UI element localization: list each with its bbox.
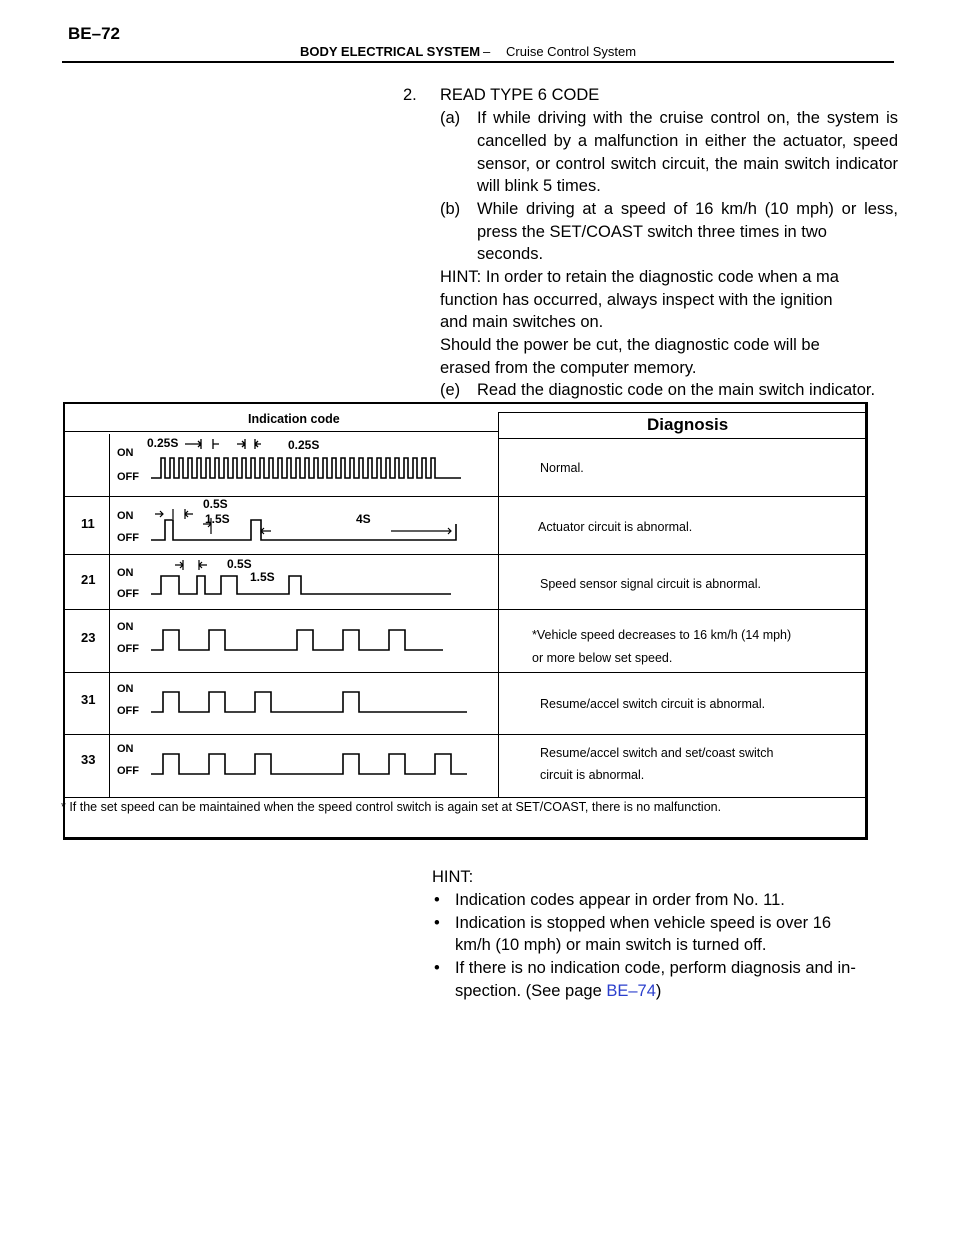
timing-annotation: 0.25S xyxy=(288,438,320,452)
item-e-label: (e) xyxy=(440,381,461,399)
header-rule-left xyxy=(65,431,498,432)
signal-waveform-33 xyxy=(151,740,471,784)
signal-waveform-23 xyxy=(151,616,471,660)
diagnosis-text: Actuator circuit is abnormal. xyxy=(538,520,693,534)
on-label: ON xyxy=(117,447,134,459)
hint-line: and main switches on. xyxy=(440,313,604,331)
signal-waveform-11 xyxy=(151,500,471,544)
timing-annotation: 1.5S xyxy=(250,570,275,584)
item-b-line: press the SET/COAST switch three times in two xyxy=(477,223,827,241)
off-label: OFF xyxy=(117,705,139,717)
timing-annotation: 4S xyxy=(356,512,371,526)
header-topic: Cruise Control System xyxy=(506,44,637,59)
diagnosis-text: or more below set speed. xyxy=(532,651,673,665)
bullet-glyph: • xyxy=(434,914,440,932)
item-a-line: If while driving with the cruise control on, the system is xyxy=(477,109,898,127)
hint-bullet-1: Indication codes appear in order from No. 11. xyxy=(455,891,785,909)
item-b-line: seconds. xyxy=(477,245,544,263)
timing-annotation: 0.5S xyxy=(203,497,228,511)
signal-waveform-31 xyxy=(151,678,471,722)
off-label: OFF xyxy=(117,643,139,655)
diagnosis-text: circuit is abnormal. xyxy=(540,768,645,782)
item-b-label: (b) xyxy=(440,200,461,218)
hint-bullet-3-line: If there is no indication code, perform diagnosis and in- xyxy=(455,959,856,977)
on-label: ON xyxy=(117,567,134,579)
hint-bullet-3-end: ) xyxy=(655,982,662,1000)
header-separator: – xyxy=(483,44,491,59)
diagnosis-header-bottom-rule xyxy=(498,438,865,439)
hint-bullet-2-line: km/h (10 mph) or main switch is turned off. xyxy=(455,936,767,954)
code-number: 31 xyxy=(81,692,96,707)
hint-title: HINT: xyxy=(432,868,474,886)
diagnosis-text: *Vehicle speed decreases to 16 km/h (14 mph) xyxy=(532,628,792,642)
column-header-diagnosis: Diagnosis xyxy=(647,415,729,434)
timing-annotation: 1.5S xyxy=(205,512,230,526)
item-a-line: will blink 5 times. xyxy=(477,177,601,195)
off-label: OFF xyxy=(117,765,139,777)
diagnosis-text: Resume/accel switch and set/coast switch xyxy=(540,746,774,760)
bullet-glyph: • xyxy=(434,891,440,909)
on-label: ON xyxy=(117,510,134,522)
off-label: OFF xyxy=(117,471,139,483)
hint-line: function has occurred, always inspect with the ignition xyxy=(440,291,833,309)
code-column-divider xyxy=(109,434,110,797)
hint-bullet-2-line: Indication is stopped when vehicle speed is over 16 xyxy=(455,914,832,932)
item-b-line: While driving at a speed of 16 km/h (10 mph) or less, xyxy=(477,200,898,218)
step-title: READ TYPE 6 CODE xyxy=(440,86,600,104)
diagnosis-text: Normal. xyxy=(540,461,584,475)
diagnosis-header-top-rule xyxy=(498,412,865,413)
hint-line: erased from the computer memory. xyxy=(440,359,697,377)
header-section-title: BODY ELECTRICAL SYSTEM xyxy=(300,44,481,59)
page-number: BE–72 xyxy=(68,24,120,43)
off-label: OFF xyxy=(117,532,139,544)
diagnosis-table xyxy=(63,402,868,840)
code-number: 23 xyxy=(81,630,96,645)
row-divider xyxy=(65,609,865,610)
hint-bullet-3-text: spection. (See page xyxy=(455,982,607,1000)
diagnosis-text: Resume/accel switch circuit is abnormal. xyxy=(540,697,766,711)
hint-line: HINT: In order to retain the diagnostic code when a ma xyxy=(440,268,839,286)
hint-bullet-3-line xyxy=(455,980,661,1003)
on-label: ON xyxy=(117,683,134,695)
bullet-glyph: • xyxy=(434,959,440,977)
diagnosis-text: Speed sensor signal circuit is abnormal. xyxy=(540,577,761,591)
row-divider xyxy=(65,797,865,798)
on-label: ON xyxy=(117,743,134,755)
code-number: 11 xyxy=(81,516,95,531)
signal-waveform-21 xyxy=(151,556,471,600)
timing-arrows xyxy=(185,438,295,450)
timing-annotation: 0.5S xyxy=(227,557,252,571)
header-rule xyxy=(62,61,894,63)
item-e-text: Read the diagnostic code on the main switch indicator. xyxy=(477,381,876,399)
signal-waveform-normal xyxy=(151,454,471,484)
page-link-be-74[interactable]: BE–74 xyxy=(606,982,656,1000)
column-header-indication-code: Indication code xyxy=(248,412,340,426)
row-divider xyxy=(65,672,865,673)
table-footnote: * If the set speed can be maintained when the speed control switch is again set at SET/COAST, there is no malfunction. xyxy=(61,800,722,814)
step-number: 2. xyxy=(403,86,417,104)
item-a-line: cancelled by a malfunction in either the actuator, speed xyxy=(477,132,898,150)
off-label: OFF xyxy=(117,588,139,600)
timing-annotation: 0.25S xyxy=(147,436,179,450)
row-divider xyxy=(65,554,865,555)
item-a-label: (a) xyxy=(440,109,461,127)
on-label: ON xyxy=(117,621,134,633)
column-divider xyxy=(498,412,499,797)
row-divider xyxy=(65,734,865,735)
code-number: 21 xyxy=(81,572,96,587)
code-number: 33 xyxy=(81,752,96,767)
item-a-line: sensor, or control switch circuit, the main switch indicator xyxy=(477,155,898,173)
row-divider xyxy=(65,496,865,497)
hint-line: Should the power be cut, the diagnostic code will be xyxy=(440,336,820,354)
